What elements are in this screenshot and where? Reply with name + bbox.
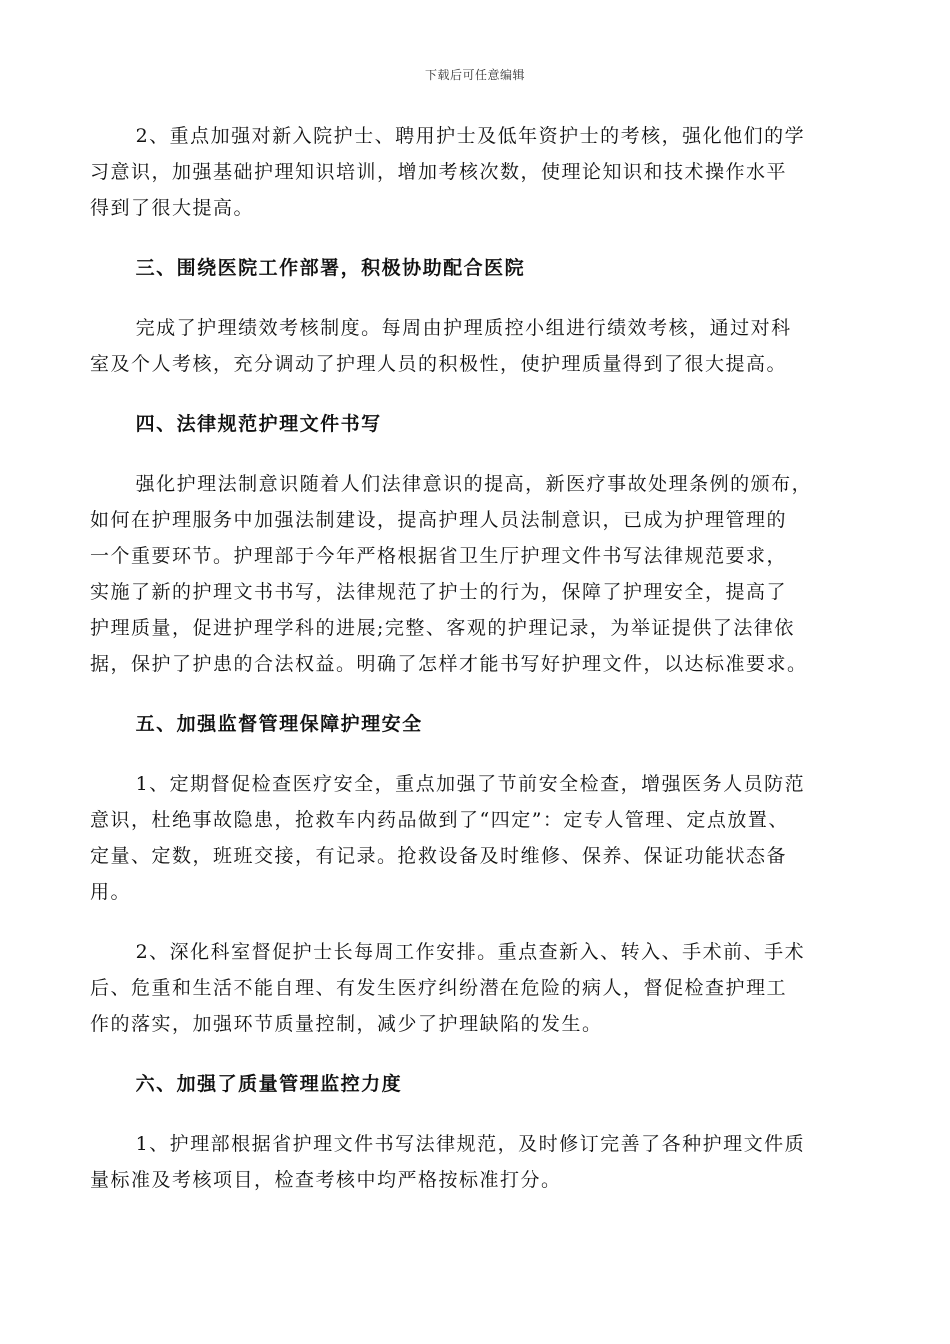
text-line: 量标准及考核项目，检查考核中均严格按标准打分。 [90,1169,562,1191]
paragraph [90,310,862,382]
text-line: 用。 [90,881,132,903]
text-line: 意识，杜绝事故隐患，抢救车内药品做到了“四定”：定专人管理、定点放置、 [90,809,789,831]
text-line: 一个重要环节。护理部于今年严格根据省卫生厅护理文件书写法律规范要求， [90,545,788,567]
text-line: 作的落实，加强环节质量控制，减少了护理缺陷的发生。 [90,1013,603,1035]
section-heading: 五、加强监督管理保障护理安全 [135,713,423,735]
paragraph [90,118,862,226]
text-line: 得到了很大提高。 [90,197,255,219]
text-line: 如何在护理服务中加强法制建设，提高护理人员法制意识，已成为护理管理的 [90,509,788,531]
text-line: 强化护理法制意识随着人们法律意识的提高，新医疗事故处理条例的颁布， [135,473,813,495]
text-line: 习意识，加强基础护理知识培训，增加考核次数，使理论知识和技术操作水平 [90,161,788,183]
section-heading: 六、加强了质量管理监控力度 [135,1073,403,1095]
text-line: 2、深化科室督促护士长每周工作安排。重点查新入、转入、手术前、手术 [135,941,806,963]
text-line: 实施了新的护理文书书写，法律规范了护士的行为，保障了护理安全，提高了 [90,581,788,603]
page-header: 下载后可任意编辑 [424,68,525,82]
paragraph [90,766,862,910]
text-line: 1、定期督促检查医疗安全，重点加强了节前安全检查，增强医务人员防范 [135,773,806,795]
text-line: 定量、定数，班班交接，有记录。抢救设备及时维修、保养、保证功能状态备 [90,845,788,867]
text-line: 2、重点加强对新入院护士、聘用护士及低年资护士的考核，强化他们的学 [135,125,806,147]
text-line: 后、危重和生活不能自理、有发生医疗纠纷潜在危险的病人，督促检查护理工 [90,977,788,999]
text-line: 护理质量，促进护理学科的进展;完整、客观的护理记录，为举证提供了法律依 [90,617,795,639]
text-line: 据，保护了护患的合法权益。明确了怎样才能书写好护理文件，以达标准要求。 [90,653,808,675]
section-heading: 四、法律规范护理文件书写 [135,413,382,435]
document-body [90,118,862,1222]
paragraph [90,1126,862,1198]
paragraph [90,934,862,1042]
paragraph [90,466,862,682]
text-line: 完成了护理绩效考核制度。每周由护理质控小组进行绩效考核，通过对科 [135,317,792,339]
text-line: 1、护理部根据省护理文件书写法律规范，及时修订完善了各种护理文件质 [135,1133,806,1155]
text-line: 室及个人考核，充分调动了护理人员的积极性，使护理质量得到了很大提高。 [90,353,788,375]
section-heading: 三、围绕医院工作部署，积极协助配合医院 [135,257,526,279]
